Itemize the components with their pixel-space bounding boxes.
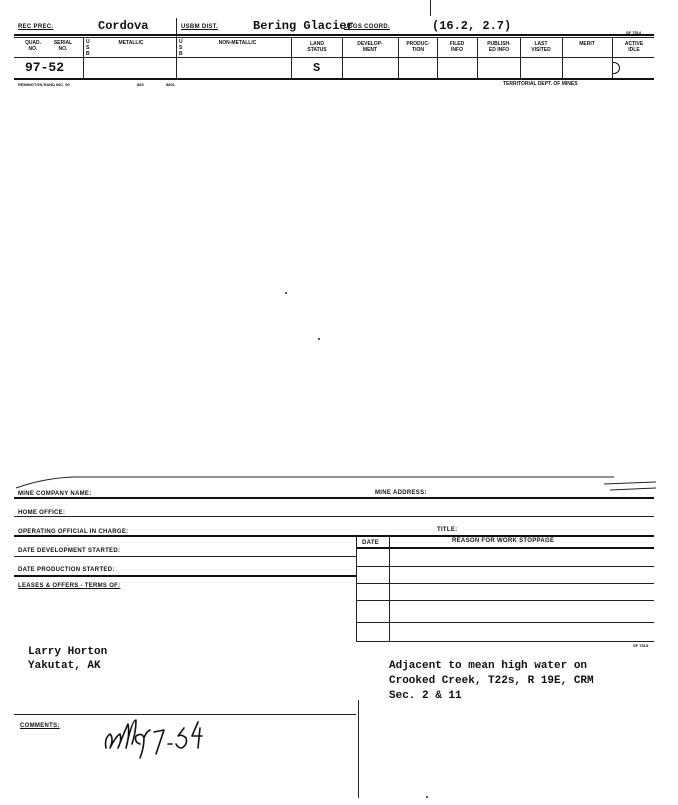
usgs-coord-value: (16.2, 2.7): [432, 19, 512, 33]
rule: [356, 622, 654, 623]
col-published-info: PUBLISH- ED INFO: [487, 41, 511, 53]
scan-speck: [285, 292, 287, 294]
owner-location: Yakutat, AK: [28, 660, 101, 672]
location-line-3: Sec. 2 & 11: [389, 690, 462, 702]
rule: [14, 556, 356, 557]
rule: [14, 516, 654, 517]
col-metallic: METALLIC: [118, 40, 144, 46]
dev-started-label: DATE DEVELOPMENT STARTED:: [18, 548, 121, 554]
divider: [356, 535, 357, 642]
col-non-metallic: NON-METALLIC: [218, 40, 257, 46]
col-last-visited: LAST VISITED: [531, 41, 551, 53]
rule: [356, 641, 654, 642]
reason-header: REASON FOR WORK STOPPAGE: [452, 538, 555, 544]
printer-credit: REMINGTON RAND INC. 50: [18, 82, 70, 87]
col-production: PRODUC- TION: [406, 41, 430, 53]
col-land-status: LAND STATUS: [307, 41, 327, 53]
rule: [356, 583, 654, 584]
rec-prec-value: Cordova: [98, 19, 149, 33]
date-header: DATE: [362, 540, 380, 546]
dept-of-mines: TERRITORIAL DEPT. OF MINES: [503, 81, 578, 87]
land-status-value: S: [313, 61, 321, 75]
owner-name: Larry Horton: [28, 646, 108, 658]
col-serial-no: SERIAL NO.: [53, 40, 73, 52]
rule: [14, 57, 654, 58]
rec-prec-label: REC PREC.: [18, 24, 54, 30]
col-active-idle: ACTIVE IDLE: [624, 41, 644, 53]
footer-code-1: 883: [137, 82, 144, 87]
location-line-1: Adjacent to mean high water on: [389, 660, 588, 672]
usbm-dist-label: USBM DIST.: [181, 24, 219, 30]
divider: [358, 700, 359, 798]
scan-mark: [430, 0, 431, 16]
rule: [14, 575, 356, 577]
prod-started-label: DATE PRODUCTION STARTED:: [18, 567, 115, 573]
location-line-2: Crooked Creek, T22s, R 19E, CRM: [389, 675, 594, 687]
quad-serial-value: 97-52: [25, 60, 65, 75]
rule: [14, 535, 654, 537]
col-quad-no: QUAD. NO.: [24, 40, 42, 52]
mine-company-label: MINE COMPANY NAME:: [18, 491, 92, 497]
leases-label: LEASES & OFFERS - TERMS OF:: [18, 583, 121, 589]
rule: [14, 37, 654, 38]
operating-official-label: OPERATING OFFICIAL IN CHARGE:: [18, 529, 129, 535]
bottom-form-number: SF 7515: [633, 643, 649, 648]
rule: [14, 497, 654, 499]
rule: [14, 78, 654, 80]
home-office-label: HOME OFFICE:: [18, 510, 66, 516]
col-merit: MERIT: [579, 41, 595, 47]
handwritten-note: [102, 714, 212, 762]
mine-address-label: MINE ADDRESS:: [375, 490, 427, 496]
top-form-number: SF 7514: [626, 30, 642, 35]
footer-code-2: 8801: [166, 82, 175, 87]
active-idle-mark: [613, 62, 620, 74]
col-usb-2: U S B: [179, 39, 183, 57]
usbm-dist-value: Bering Glacier: [253, 19, 354, 33]
rule: [356, 547, 654, 549]
card-top-edge: [14, 474, 658, 496]
divider: [389, 535, 390, 642]
scan-speck: [318, 338, 320, 340]
rule: [356, 566, 654, 567]
rule: [356, 600, 654, 601]
usgs-coord-label: USGS COORD.: [344, 24, 390, 30]
title-label: TITLE:: [437, 527, 458, 533]
col-filed-info: FILED INFO: [449, 41, 465, 53]
col-development: DEVELOP- MENT: [357, 41, 383, 53]
scan-speck: [426, 796, 428, 798]
rule: [14, 34, 654, 36]
col-usb: U S B: [86, 39, 90, 57]
comments-label: COMMENTS:: [20, 723, 60, 729]
divider: [176, 18, 177, 78]
